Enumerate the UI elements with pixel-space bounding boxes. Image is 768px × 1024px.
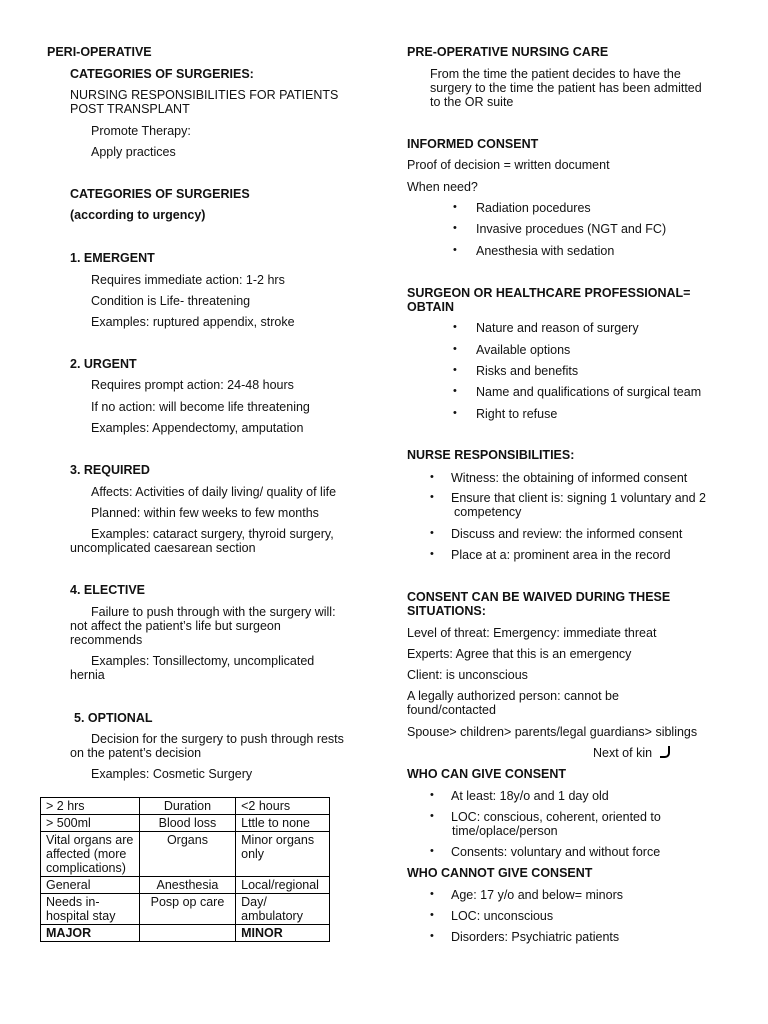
text-line: Requires immediate action: 1-2 hrs: [91, 273, 285, 287]
table-row: [41, 832, 330, 877]
text-line: Examples: Cosmetic Surgery: [91, 767, 253, 781]
table-cell: [139, 925, 235, 942]
table-cell: <2 hours: [236, 798, 330, 815]
heading-consent-waived: CONSENT CAN BE WAIVED DURING THESE: [407, 590, 671, 604]
text-line: Affects: Activities of daily living/ quality of life: [91, 485, 337, 499]
heading-surgeon: SURGEON OR HEALTHCARE PROFESSIONAL=: [407, 286, 691, 300]
heading-categories: CATEGORIES OF SURGERIES:: [70, 67, 254, 81]
text-line: Experts: Agree that this is an emergency: [407, 647, 632, 661]
table-cell: Blood loss: [139, 815, 235, 832]
table-cell: Vital organs are affected (more complications): [41, 832, 140, 877]
table-row: [41, 815, 330, 832]
text-line: not affect the patient’s life but surgeon: [70, 619, 281, 633]
text-line: Planned: within few weeks to few months: [91, 506, 319, 520]
table-cell-major: MAJOR: [41, 925, 140, 942]
text-line: Requires prompt action: 24-48 hours: [91, 378, 294, 392]
heading-urgent: 2. URGENT: [70, 357, 137, 371]
heading-optional: 5. OPTIONAL: [74, 711, 153, 725]
heading-consent-waived-situations: SITUATIONS:: [407, 604, 486, 618]
table-row: [41, 798, 330, 815]
table-cell: Needs in-hospital stay: [41, 894, 140, 925]
heading-who-cannot-give-consent: WHO CANNOT GIVE CONSENT: [407, 866, 593, 880]
major-minor-table: [40, 797, 330, 942]
text-line: surgery to the time the patient has been admitted: [430, 81, 702, 95]
heading-surgeon-obtain: OBTAIN: [407, 300, 454, 314]
text-promote-therapy: Promote Therapy:: [91, 124, 191, 138]
table-cell: Lttle to none: [236, 815, 330, 832]
heading-elective: 4. ELECTIVE: [70, 583, 146, 597]
list-item-continuation: competency: [454, 505, 522, 519]
text-line: Level of threat: Emergency: immediate threat: [407, 626, 657, 640]
text-line: Examples: Tonsillectomy, uncomplicated: [91, 654, 315, 668]
text-line: hernia: [70, 668, 105, 682]
text-line: Condition is Life- threatening: [91, 294, 251, 308]
table-cell: Day/ ambulatory: [236, 894, 330, 925]
section-title-pre-operative: PRE-OPERATIVE NURSING CARE: [407, 45, 609, 59]
next-of-kin: [593, 746, 670, 760]
text-apply-practices: Apply practices: [91, 145, 176, 159]
table-cell: Anesthesia: [139, 877, 235, 894]
text-line: When need?: [407, 180, 478, 194]
heading-categories-urgency: CATEGORIES OF SURGERIES: [70, 187, 250, 201]
text-line: Client: is unconscious: [407, 668, 528, 682]
table-cell: General: [41, 877, 140, 894]
text-nursing-responsibilities: NURSING RESPONSIBILITIES FOR PATIENTS POST TRANSPLANT: [70, 88, 339, 116]
text-line: found/contacted: [407, 703, 496, 717]
section-title-peri-operative: PERI-OPERATIVE: [47, 45, 152, 59]
table-row: [41, 877, 330, 894]
table-row: [41, 894, 330, 925]
text-line: From the time the patient decides to have the: [430, 67, 681, 81]
next-of-kin-label: Next of kin: [593, 746, 653, 760]
corner-arrow-icon: [660, 746, 670, 758]
heading-required: 3. REQUIRED: [70, 463, 150, 477]
table-cell: Local/regional: [236, 877, 330, 894]
heading-according-to-urgency: (according to urgency): [70, 208, 206, 222]
text-line: If no action: will become life threatening: [91, 400, 310, 414]
text-line: A legally authorized person: cannot be: [407, 689, 619, 703]
table-cell: > 500ml: [41, 815, 140, 832]
heading-informed-consent: INFORMED CONSENT: [407, 137, 539, 151]
table-cell: Duration: [139, 798, 235, 815]
text-line: Examples: ruptured appendix, stroke: [91, 315, 295, 329]
text-line: Examples: Appendectomy, amputation: [91, 421, 304, 435]
list-item-continuation: time/oplace/person: [452, 824, 558, 838]
heading-who-can-give-consent: WHO CAN GIVE CONSENT: [407, 767, 567, 781]
text-line: Failure to push through with the surgery will:: [91, 605, 336, 619]
heading-nurse-responsibilities: NURSE RESPONSIBILITIES:: [407, 448, 575, 462]
text-line: on the patent’s decision: [70, 746, 202, 760]
text-line: Spouse> children> parents/legal guardians> siblings: [407, 725, 698, 739]
text-line: Examples: cataract surgery, thyroid surgery,: [91, 527, 334, 541]
text-line: recommends: [70, 633, 143, 647]
heading-emergent: 1. EMERGENT: [70, 251, 155, 265]
table-cell: > 2 hrs: [41, 798, 140, 815]
text-line: Decision for the surgery to push through rests: [91, 732, 344, 746]
table-cell: Posp op care: [139, 894, 235, 925]
text-line: to the OR suite: [430, 95, 514, 109]
table-cell: Organs: [139, 832, 235, 877]
text-line: uncomplicated caesarean section: [70, 541, 256, 555]
table-cell-minor: MINOR: [236, 925, 330, 942]
text-line: Proof of decision = written document: [407, 158, 610, 172]
table-cell: Minor organs only: [236, 832, 330, 877]
table-row: [41, 925, 330, 942]
